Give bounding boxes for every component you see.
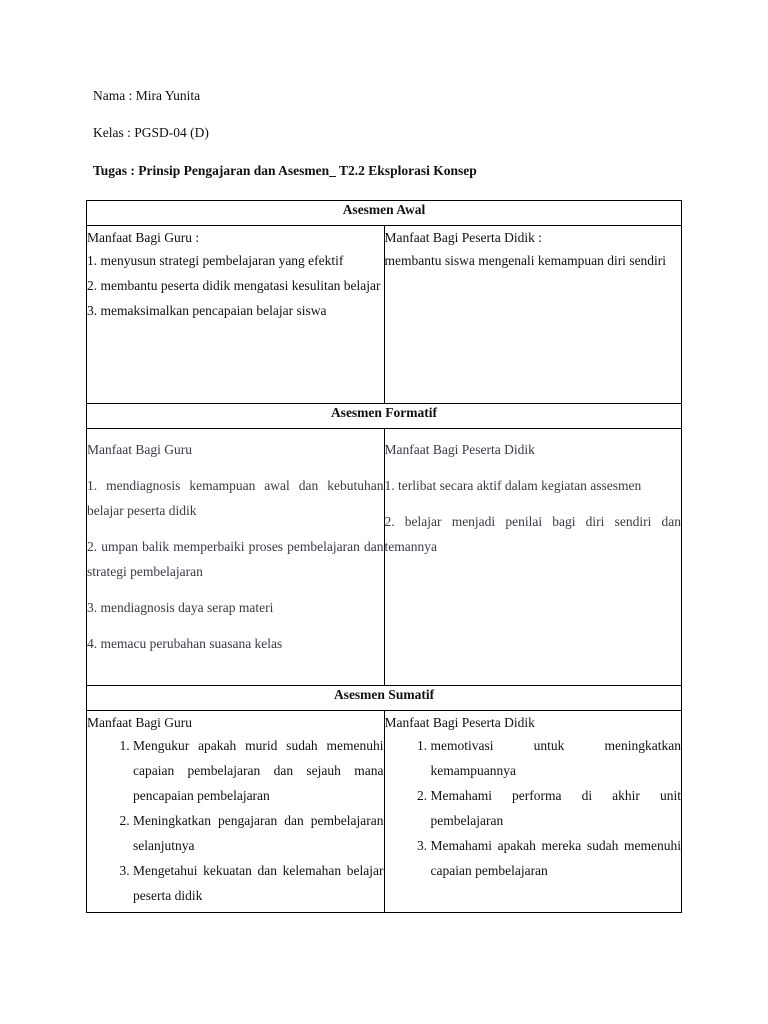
list-item: 3. Memahami apakah mereka sudah memenuhi capaian pembelajaran bbox=[431, 833, 682, 883]
student-class: Kelas : PGSD-04 (D) bbox=[93, 125, 209, 140]
section-title-sumatif: Asesmen Sumatif bbox=[87, 686, 682, 711]
section-title-formatif: Asesmen Formatif bbox=[87, 404, 682, 429]
sumatif-peserta-label: Manfaat Bagi Peserta Didik bbox=[384, 715, 535, 730]
list-item: 3. memaksimalkan pencapaian belajar siswa bbox=[87, 303, 327, 318]
sumatif-guru-label: Manfaat Bagi Guru bbox=[87, 715, 192, 730]
sumatif-guru-list bbox=[87, 733, 384, 908]
list-item: 2. membantu peserta didik mengatasi kesulitan belajar bbox=[87, 278, 381, 293]
awal-peserta-label: Manfaat Bagi Peserta Didik : bbox=[384, 230, 542, 245]
list-item: 1. Mengukur apakah murid sudah memenuhi capaian pembelajaran dan sejauh mana pencapaian pembelajaran bbox=[133, 733, 384, 808]
list-item: 1. terlibat secara aktif dalam kegiatan assesmen bbox=[384, 478, 642, 493]
list-item: 2. Meningkatkan pengajaran dan pembelajaran selanjutnya bbox=[133, 808, 384, 858]
formatif-guru-label: Manfaat Bagi Guru bbox=[87, 442, 192, 457]
assignment-title: Tugas : Prinsip Pengajaran dan Asesmen_ T2.2 Eksplorasi Konsep bbox=[93, 163, 477, 178]
list-item: 4. memacu perubahan suasana kelas bbox=[87, 636, 283, 651]
awal-guru-cell bbox=[87, 226, 385, 404]
assessment-table bbox=[86, 200, 682, 913]
awal-guru-label: Manfaat Bagi Guru : bbox=[87, 230, 200, 245]
formatif-peserta-label: Manfaat Bagi Peserta Didik bbox=[384, 442, 535, 457]
sumatif-peserta-cell bbox=[384, 711, 682, 913]
list-item: 2. Memahami performa di akhir unit pembelajaran bbox=[431, 783, 682, 833]
awal-guru-list bbox=[87, 248, 384, 323]
list-item: 3. Mengetahui kekuatan dan kelemahan belajar peserta didik bbox=[133, 858, 384, 908]
sumatif-guru-cell bbox=[87, 711, 385, 913]
list-item: 1. menyusun strategi pembelajaran yang efektif bbox=[87, 253, 344, 268]
awal-peserta-list bbox=[385, 248, 682, 273]
formatif-guru-cell bbox=[87, 429, 385, 686]
section-title-awal: Asesmen Awal bbox=[87, 201, 682, 226]
list-item: membantu siswa mengenali kemampuan diri sendiri bbox=[384, 253, 667, 268]
list-item: 3. mendiagnosis daya serap materi bbox=[87, 600, 274, 615]
student-name: Nama : Mira Yunita bbox=[93, 88, 201, 103]
sumatif-peserta-list bbox=[385, 733, 682, 883]
list-item: 2. umpan balik memperbaiki proses pembelajaran dan strategi pembelajaran bbox=[87, 539, 384, 579]
awal-peserta-cell bbox=[384, 226, 682, 404]
list-item: 1. memotivasi untuk meningkatkan kemampuannya bbox=[431, 733, 682, 783]
list-item: 1. mendiagnosis kemampuan awal dan kebutuhan belajar peserta didik bbox=[87, 478, 384, 518]
list-item: 2. belajar menjadi penilai bagi diri sendiri dan temannya bbox=[384, 514, 681, 554]
formatif-peserta-cell bbox=[384, 429, 682, 686]
